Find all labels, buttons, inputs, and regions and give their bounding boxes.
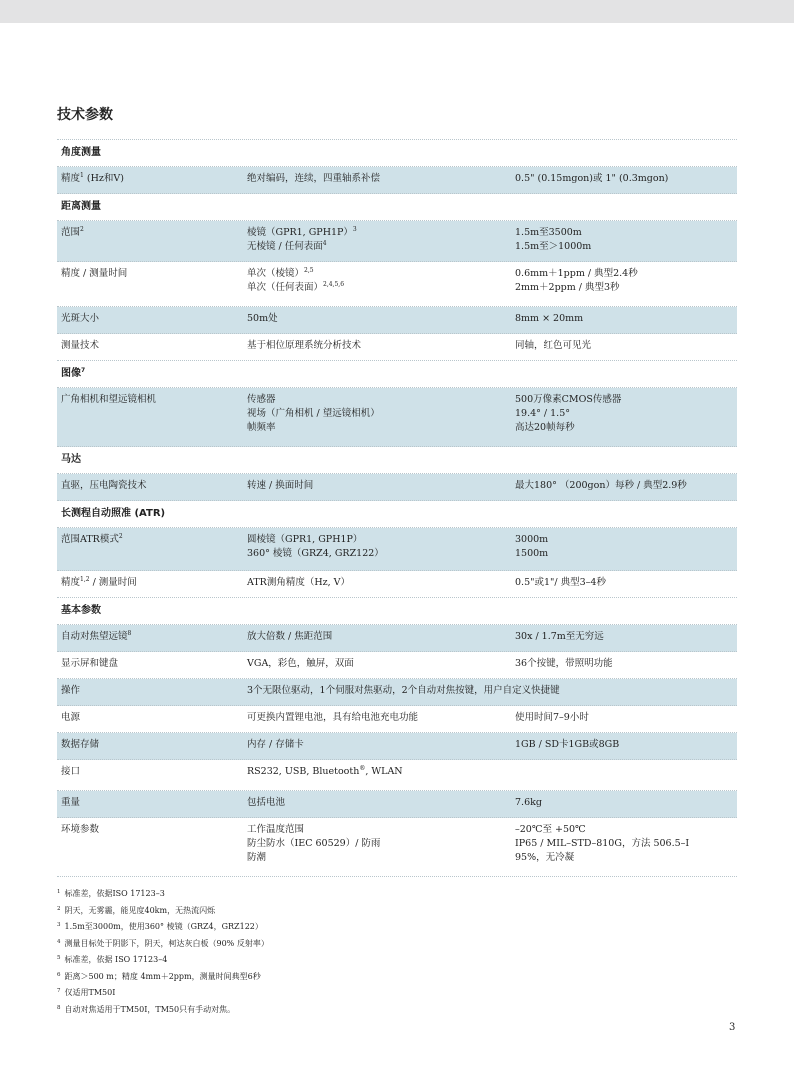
parameter-item xyxy=(247,630,507,644)
section-header xyxy=(57,140,737,167)
footnote-ref: 1,2 xyxy=(80,576,90,583)
line-text: 无棱镜 / 任何表面 xyxy=(247,241,323,252)
value-line xyxy=(515,339,737,353)
item-line xyxy=(247,823,507,837)
value-line xyxy=(515,851,737,865)
parameter-name xyxy=(61,533,241,547)
parameter-name xyxy=(61,226,241,240)
line-text: VGA，彩色，触屏，双面 xyxy=(247,658,354,669)
line-text: 8mm × 20mm xyxy=(515,313,584,324)
spec-row xyxy=(57,679,737,706)
parameter-label-suffix: / 测量时间 xyxy=(89,577,137,588)
section-label: 马达 xyxy=(61,454,81,465)
line-text: 圆棱镜（GPR1, GPH1P） xyxy=(247,534,363,545)
parameter-value xyxy=(515,393,737,435)
footnote-ref: 2 xyxy=(80,226,84,233)
item-line xyxy=(247,547,507,561)
parameter-value xyxy=(515,796,737,810)
parameter-value xyxy=(515,533,737,561)
value-line xyxy=(515,172,737,186)
section-header xyxy=(57,598,737,625)
value-line xyxy=(515,630,737,644)
line-text: 内存 / 存储卡 xyxy=(247,739,304,750)
spec-row xyxy=(57,262,737,307)
parameter-label: 光斑大小 xyxy=(61,313,100,324)
line-text: 1GB / SD卡1GB或8GB xyxy=(515,739,620,750)
section-label: 基本参数 xyxy=(61,605,101,616)
footnote xyxy=(57,885,737,902)
item-line xyxy=(247,339,507,353)
description-text: 3个无限位驱动，1个伺服对焦驱动，2个自动对焦按键，用户自定义快捷键 xyxy=(247,685,560,696)
line-text: 放大倍数 / 焦距范围 xyxy=(247,631,333,642)
line-text: 帧频率 xyxy=(247,422,276,433)
parameter-name xyxy=(61,393,241,407)
spec-row xyxy=(57,388,737,447)
line-text: 防潮 xyxy=(247,852,267,863)
footnote-ref: 2 xyxy=(118,533,123,540)
parameter-name xyxy=(61,711,241,725)
page-title: 技术参数 xyxy=(57,107,113,123)
parameter-name xyxy=(61,684,241,698)
line-text: 防尘防水（IEC 60529）/ 防雨 xyxy=(247,838,381,849)
parameter-name xyxy=(61,657,241,671)
line-text: 单次（任何表面） xyxy=(247,282,324,293)
parameter-label: 范围ATR模式 xyxy=(61,534,119,545)
line-text: 36个按键，带照明功能 xyxy=(515,658,613,669)
parameter-item xyxy=(247,339,507,353)
spec-row xyxy=(57,760,737,791)
parameter-label: 显示屏和键盘 xyxy=(61,658,119,669)
footnotes xyxy=(57,885,737,1017)
footnote-ref: 1 xyxy=(80,172,84,179)
section-label: 角度测量 xyxy=(61,147,101,158)
spec-row xyxy=(57,652,737,679)
footnote-number: 2 xyxy=(57,905,61,912)
item-line xyxy=(247,479,507,493)
footnote-text: 仅适用TM50I xyxy=(64,988,116,997)
footnote-ref: 2,5 xyxy=(304,267,314,274)
line-text: 1.5m至3500m xyxy=(515,227,582,238)
footnote-ref: 7 xyxy=(81,367,86,374)
parameter-item xyxy=(247,738,507,752)
item-line xyxy=(247,312,507,326)
footnote xyxy=(57,984,737,1001)
page-number: 3 xyxy=(729,1022,736,1033)
top-bar xyxy=(0,0,794,23)
value-line xyxy=(515,312,737,326)
parameter-value xyxy=(515,226,737,254)
item-line xyxy=(247,765,507,779)
parameter-label: 电源 xyxy=(61,712,81,723)
parameter-label: 数据存储 xyxy=(61,739,100,750)
parameter-value xyxy=(515,711,737,725)
line-text: ATR测角精度（Hz, V） xyxy=(247,577,351,588)
value-line xyxy=(515,576,737,590)
footnote-number: 5 xyxy=(57,955,61,961)
item-line xyxy=(247,172,507,186)
line-text: 最大180° （200gon）每秒 / 典型2.9秒 xyxy=(515,480,687,491)
line-text: IP65 / MIL–STD–810G，方法 506.5–I xyxy=(515,838,690,849)
value-line xyxy=(515,407,737,421)
line-text: 30x / 1.7m至无穷远 xyxy=(515,631,604,642)
spec-row xyxy=(57,791,737,818)
item-line xyxy=(247,738,507,752)
value-line xyxy=(515,738,737,752)
line-text: 0.5" (0.15mgon)或 1" (0.3mgon) xyxy=(515,173,669,184)
section-header xyxy=(57,501,737,528)
footnote-number: 1 xyxy=(57,889,61,895)
line-text: 视场（广角相机 / 望远镜相机） xyxy=(247,408,380,419)
item-line xyxy=(247,711,507,725)
line-text: 1.5m至＞1000m xyxy=(515,241,592,252)
parameter-value xyxy=(515,630,737,644)
footnote xyxy=(57,968,737,985)
parameter-item xyxy=(247,267,507,295)
parameter-label: 直驱，压电陶瓷技术 xyxy=(61,480,147,491)
parameter-label: 广角相机和望远镜相机 xyxy=(61,394,157,405)
section-header xyxy=(57,194,737,221)
value-line xyxy=(515,796,737,810)
parameter-label-suffix: (Hz和V) xyxy=(83,173,124,184)
spec-row xyxy=(57,528,737,571)
value-line xyxy=(515,533,737,547)
parameter-value xyxy=(515,823,737,865)
parameter-name xyxy=(61,823,241,837)
line-text: 传感器 xyxy=(247,394,276,405)
footnote-ref: 8 xyxy=(127,630,132,637)
parameter-label: 精度 xyxy=(61,173,81,184)
line-text: 19.4° / 1.5° xyxy=(515,408,571,419)
parameter-description xyxy=(247,684,733,698)
line-text: 95%，无冷凝 xyxy=(515,852,575,863)
line-text: 3000m xyxy=(515,534,549,545)
item-line xyxy=(247,796,507,810)
value-line xyxy=(515,837,737,851)
footnote-text: 自动对焦适用于TM50I，TM50只有手动对焦。 xyxy=(64,1004,236,1014)
footnote-ref: 4 xyxy=(322,240,327,247)
parameter-item xyxy=(247,533,507,561)
parameter-item xyxy=(247,765,507,779)
spec-table xyxy=(57,140,737,877)
parameter-label: 重量 xyxy=(61,797,81,808)
footnote-text: 1.5m至3000m，使用360° 棱镜（GRZ4，GRZ122） xyxy=(64,922,263,931)
footnote-ref: 2,4,5,6 xyxy=(323,281,345,288)
item-line xyxy=(247,421,507,435)
parameter-name xyxy=(61,765,241,779)
parameter-value xyxy=(515,479,737,493)
footnote-text: 标准差，依据 ISO 17123–4 xyxy=(64,955,168,964)
parameter-item xyxy=(247,226,507,254)
line-text: 0.5"或1"/ 典型3–4秒 xyxy=(515,577,606,588)
parameter-label: 接口 xyxy=(61,766,81,777)
parameter-value xyxy=(515,172,737,186)
line-text-suffix: , WLAN xyxy=(365,766,403,777)
spec-row xyxy=(57,706,737,733)
parameter-value xyxy=(515,738,737,752)
spec-row xyxy=(57,307,737,334)
footnote xyxy=(57,935,737,952)
parameter-label: 环境参数 xyxy=(61,824,100,835)
footnote xyxy=(57,902,737,919)
section-label: 长测程自动照准 (ATR) xyxy=(61,508,166,519)
item-line xyxy=(247,837,507,851)
line-text: 基于相位原理系统分析技术 xyxy=(247,340,362,351)
parameter-value xyxy=(515,339,737,353)
spec-row xyxy=(57,733,737,760)
item-line xyxy=(247,226,507,240)
parameter-name xyxy=(61,576,241,590)
value-line xyxy=(515,657,737,671)
line-text: 可更换内置锂电池，具有给电池充电功能 xyxy=(247,712,419,723)
value-line xyxy=(515,393,737,407)
parameter-name xyxy=(61,312,241,326)
line-text: 高达20帧每秒 xyxy=(515,422,575,433)
line-text: 绝对编码，连续，四重轴系补偿 xyxy=(247,173,381,184)
line-text: 包括电池 xyxy=(247,797,286,808)
footnote-number: 3 xyxy=(57,922,61,928)
parameter-value xyxy=(515,312,737,326)
parameter-value xyxy=(515,576,737,590)
parameter-value xyxy=(515,657,737,671)
footnote-text: 标准差，依据ISO 17123–3 xyxy=(64,889,165,898)
value-line xyxy=(515,421,737,435)
parameter-item xyxy=(247,796,507,810)
value-line xyxy=(515,281,737,295)
line-text: 1500m xyxy=(515,548,549,559)
line-text: 50m处 xyxy=(247,313,278,324)
item-line xyxy=(247,630,507,644)
line-text: 360° 棱镜（GRZ4, GRZ122） xyxy=(247,548,384,559)
parameter-name xyxy=(61,738,241,752)
line-text: 使用时间7–9小时 xyxy=(515,712,589,723)
item-line xyxy=(247,851,507,865)
parameter-name xyxy=(61,796,241,810)
line-text: 0.6mm＋1ppm / 典型2.4秒 xyxy=(515,268,638,279)
parameter-label: 操作 xyxy=(61,685,81,696)
footnote-text: 距离＞500 m；精度 4mm＋2ppm，测量时间典型6秒 xyxy=(64,971,261,981)
value-line xyxy=(515,823,737,837)
parameter-item xyxy=(247,172,507,186)
line-text: 2mm＋2ppm / 典型3秒 xyxy=(515,282,620,293)
line-text: 同轴，红色可见光 xyxy=(515,340,592,351)
parameter-name xyxy=(61,479,241,493)
spec-row xyxy=(57,167,737,194)
value-line xyxy=(515,240,737,254)
value-line xyxy=(515,547,737,561)
spec-row xyxy=(57,334,737,361)
spec-row xyxy=(57,474,737,501)
line-text: 工作温度范围 xyxy=(247,824,305,835)
footnote xyxy=(57,1001,737,1018)
item-line xyxy=(247,240,507,254)
parameter-item xyxy=(247,823,507,865)
parameter-item xyxy=(247,479,507,493)
spec-row xyxy=(57,818,737,877)
item-line xyxy=(247,576,507,590)
parameter-item xyxy=(247,312,507,326)
parameter-value xyxy=(515,267,737,295)
value-line xyxy=(515,267,737,281)
line-text: 转速 / 换面时间 xyxy=(247,480,314,491)
line-text: 棱镜（GPR1, GPH1P） xyxy=(247,227,353,238)
spec-row xyxy=(57,625,737,652)
value-line xyxy=(515,479,737,493)
footnote-number: 7 xyxy=(57,988,61,994)
parameter-label: 范围 xyxy=(61,227,81,238)
item-line xyxy=(247,533,507,547)
section-header xyxy=(57,361,737,388)
parameter-item xyxy=(247,576,507,590)
item-line xyxy=(247,407,507,421)
value-line xyxy=(515,226,737,240)
footnote-text: 阴天，无雾霾，能见度40km，无热流闪烁 xyxy=(64,905,216,915)
footnote-ref: ® xyxy=(359,765,366,772)
line-text: 单次（棱镜） xyxy=(247,268,305,279)
footnote-number: 8 xyxy=(57,1004,61,1011)
line-text: –20℃至 +50℃ xyxy=(515,824,586,835)
section-label: 距离测量 xyxy=(61,201,101,212)
item-line xyxy=(247,657,507,671)
item-line xyxy=(247,393,507,407)
spec-row xyxy=(57,221,737,262)
item-line xyxy=(247,281,507,295)
parameter-item xyxy=(247,393,507,435)
parameter-name xyxy=(61,630,241,644)
footnote-number: 4 xyxy=(57,938,61,945)
footnote-number: 6 xyxy=(57,971,61,978)
footnote xyxy=(57,951,737,968)
section-header xyxy=(57,447,737,474)
parameter-name xyxy=(61,267,241,281)
footnote-text: 测量目标处于阴影下，阴天，柯达灰白板（90% 反射率） xyxy=(64,938,269,948)
line-text: RS232, USB, Bluetooth xyxy=(247,766,360,777)
item-line xyxy=(247,267,507,281)
section-label: 图像 xyxy=(61,368,81,379)
parameter-label: 自动对焦望远镜 xyxy=(61,631,128,642)
line-text: 7.6kg xyxy=(515,797,542,808)
parameter-label: 测量技术 xyxy=(61,340,100,351)
value-line xyxy=(515,711,737,725)
parameter-item xyxy=(247,711,507,725)
footnote-ref: 3 xyxy=(352,226,357,233)
line-text: 500万像素CMOS传感器 xyxy=(515,394,622,405)
footnote xyxy=(57,918,737,935)
spec-row xyxy=(57,571,737,598)
parameter-name xyxy=(61,339,241,353)
parameter-name xyxy=(61,172,241,186)
parameter-item xyxy=(247,657,507,671)
parameter-label: 精度 xyxy=(61,577,81,588)
parameter-label: 精度 / 测量时间 xyxy=(61,268,128,279)
